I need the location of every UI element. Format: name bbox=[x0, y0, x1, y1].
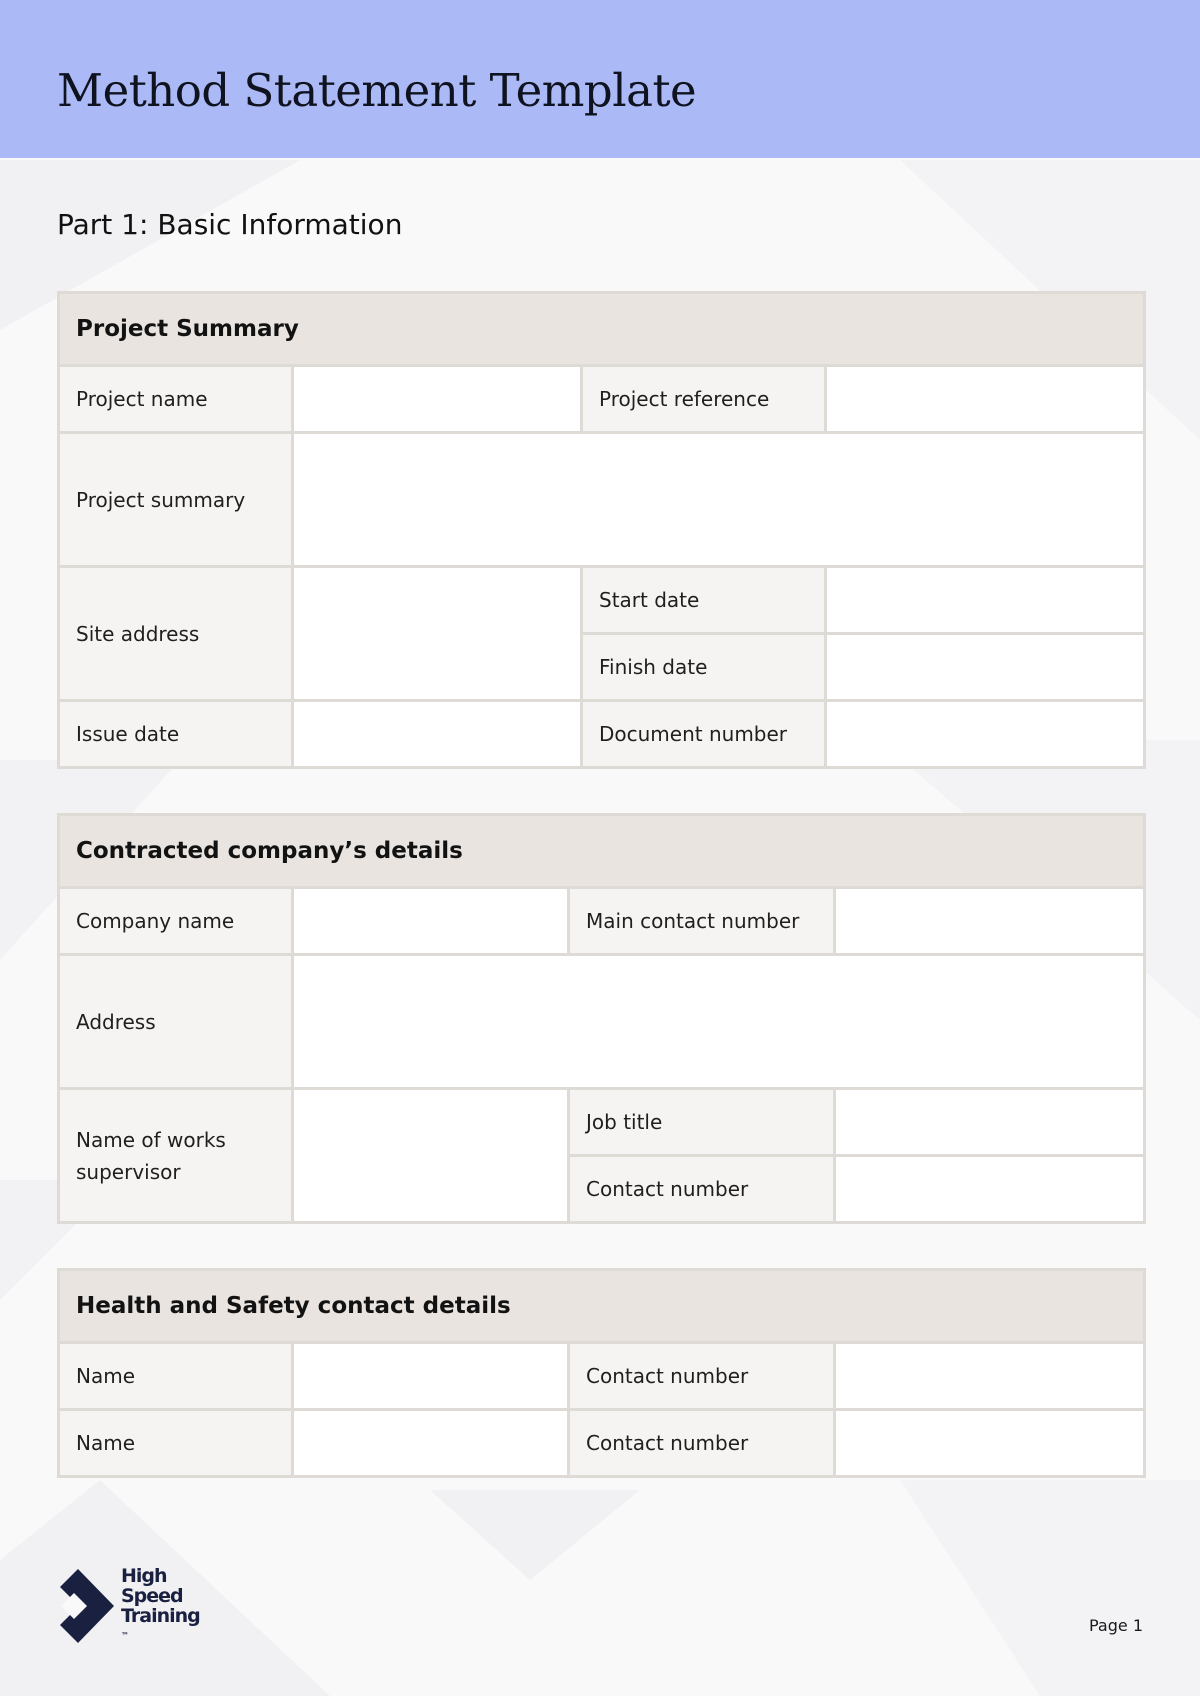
hs-contact-number-field-2[interactable] bbox=[835, 1410, 1145, 1477]
contracted-company-title: Contracted company’s details bbox=[59, 815, 1145, 888]
start-date-field[interactable] bbox=[826, 567, 1145, 634]
works-supervisor-label bbox=[59, 1089, 293, 1223]
logo-wordmark bbox=[121, 1566, 200, 1646]
issue-date-field[interactable] bbox=[293, 701, 582, 768]
logo-trademark: ™ bbox=[121, 1631, 129, 1640]
logo-line-2: Speed bbox=[121, 1585, 183, 1607]
hs-name-field-2[interactable] bbox=[293, 1410, 569, 1477]
health-safety-title: Health and Safety contact details bbox=[59, 1270, 1145, 1343]
company-name-field[interactable] bbox=[293, 888, 569, 955]
document-number-label: Document number bbox=[582, 701, 826, 768]
site-address-label: Site address bbox=[59, 567, 293, 701]
project-name-field[interactable] bbox=[293, 366, 582, 433]
page-number: Page 1 bbox=[1089, 1616, 1143, 1635]
hs-name-label-2: Name bbox=[59, 1410, 293, 1477]
project-summary-table bbox=[57, 291, 1146, 769]
header-band bbox=[0, 0, 1200, 158]
hs-name-field-1[interactable] bbox=[293, 1343, 569, 1410]
hs-contact-number-field-1[interactable] bbox=[835, 1343, 1145, 1410]
health-safety-table bbox=[57, 1268, 1146, 1478]
issue-date-label: Issue date bbox=[59, 701, 293, 768]
works-supervisor-label-line2: supervisor bbox=[76, 1159, 181, 1184]
document-number-field[interactable] bbox=[826, 701, 1145, 768]
main-contact-number-label: Main contact number bbox=[569, 888, 835, 955]
project-reference-label: Project reference bbox=[582, 366, 826, 433]
hs-contact-number-label-2: Contact number bbox=[569, 1410, 835, 1477]
project-summary-label: Project summary bbox=[59, 433, 293, 567]
contracted-company-table bbox=[57, 813, 1146, 1224]
hs-name-label-1: Name bbox=[59, 1343, 293, 1410]
document-title: Method Statement Template bbox=[57, 64, 697, 117]
finish-date-field[interactable] bbox=[826, 634, 1145, 701]
address-label: Address bbox=[59, 955, 293, 1089]
works-supervisor-label-line1: Name of works bbox=[76, 1127, 226, 1152]
job-title-field[interactable] bbox=[835, 1089, 1145, 1156]
job-title-label: Job title bbox=[569, 1089, 835, 1156]
supervisor-contact-number-label: Contact number bbox=[569, 1156, 835, 1223]
site-address-field[interactable] bbox=[293, 567, 582, 701]
works-supervisor-field[interactable] bbox=[293, 1089, 569, 1223]
part-heading: Part 1: Basic Information bbox=[57, 208, 403, 241]
supervisor-contact-number-field[interactable] bbox=[835, 1156, 1145, 1223]
chevron-logo-icon bbox=[56, 1569, 116, 1643]
address-field[interactable] bbox=[293, 955, 1145, 1089]
project-summary-field[interactable] bbox=[293, 433, 1145, 567]
finish-date-label: Finish date bbox=[582, 634, 826, 701]
hs-contact-number-label-1: Contact number bbox=[569, 1343, 835, 1410]
company-logo bbox=[56, 1566, 200, 1646]
start-date-label: Start date bbox=[582, 567, 826, 634]
company-name-label: Company name bbox=[59, 888, 293, 955]
project-name-label: Project name bbox=[59, 366, 293, 433]
project-summary-title: Project Summary bbox=[59, 293, 1145, 366]
logo-line-1: High bbox=[121, 1565, 167, 1587]
logo-line-3: Training bbox=[121, 1605, 200, 1627]
main-contact-number-field[interactable] bbox=[835, 888, 1145, 955]
project-reference-field[interactable] bbox=[826, 366, 1145, 433]
